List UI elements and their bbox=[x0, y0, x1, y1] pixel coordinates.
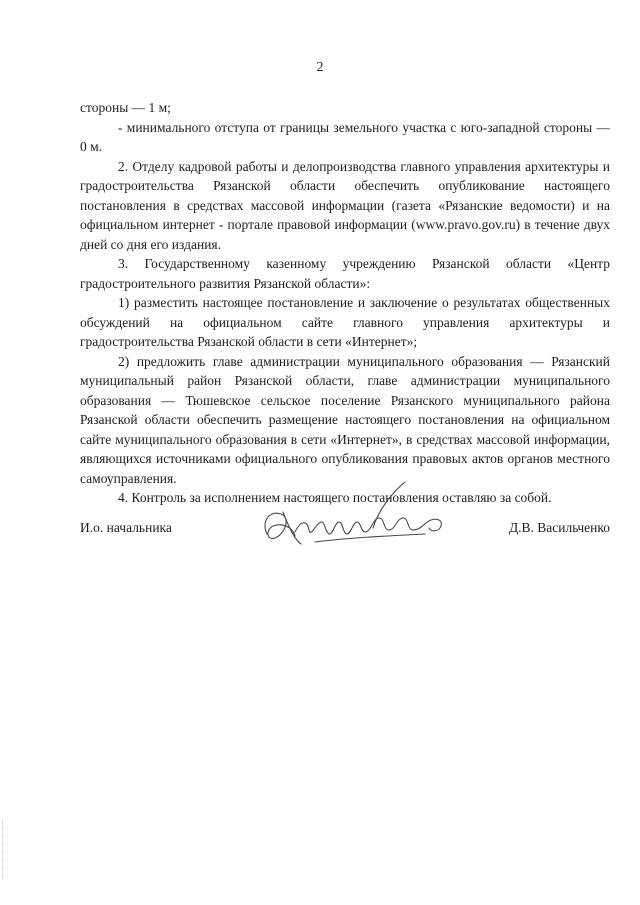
signatory-title: И.о. начальника bbox=[80, 520, 172, 535]
page-number: 2 bbox=[316, 60, 324, 75]
paragraph-subitem-1: 1) разместить настоящее постановление и заключение о результатах общественных обсуждений на официальном сайте главного управления архитектуры и градостроительства Рязанской области в сети «Интернет»; bbox=[80, 295, 610, 349]
paragraph-subitem-2: 2) предложить главе администрации муниципального образования — Рязанский муниципальный район Рязанской области, главе администрации муниципального образования — Тюшевское сельское поселение Рязанского муниципального района Рязанской области обеспечить размещение настоящего постановления на официальном сайте муниципального образования в сети «Интернет», в средствах массовой информации, являющихся источниками официального опубликования правовых актов органов местного самоуправления. bbox=[80, 353, 610, 486]
document-body bbox=[80, 98, 610, 508]
paragraph-item-3: 3. Государственному казенному учреждению Рязанской области «Центр градостроительного развития Рязанской области»: bbox=[80, 256, 610, 291]
paragraph-continuation: стороны — 1 м; bbox=[80, 100, 171, 115]
paragraph-item-4: 4. Контроль за исполнением настоящего постановления оставляю за собой. bbox=[118, 490, 552, 505]
signature-block bbox=[80, 512, 610, 562]
scan-edge-mark bbox=[2, 820, 5, 880]
signatory-name: Д.В. Васильченко bbox=[508, 520, 610, 535]
paragraph-item-2: 2. Отделу кадровой работы и делопроизводства главного управления архитектуры и градостроительства Рязанской области обеспечить опубликование настоящего постановления в средствах массовой информации (газета «Рязанские ведомости) и на официальном интернет - портале правовой информации (www.pravo.gov.ru) в течение двух дней со дня его издания. bbox=[80, 158, 610, 252]
handwritten-signature bbox=[255, 472, 465, 562]
paragraph-min-setback: - минимального отступа от границы земельного участка с юго-западной стороны — 0 м. bbox=[80, 119, 610, 154]
